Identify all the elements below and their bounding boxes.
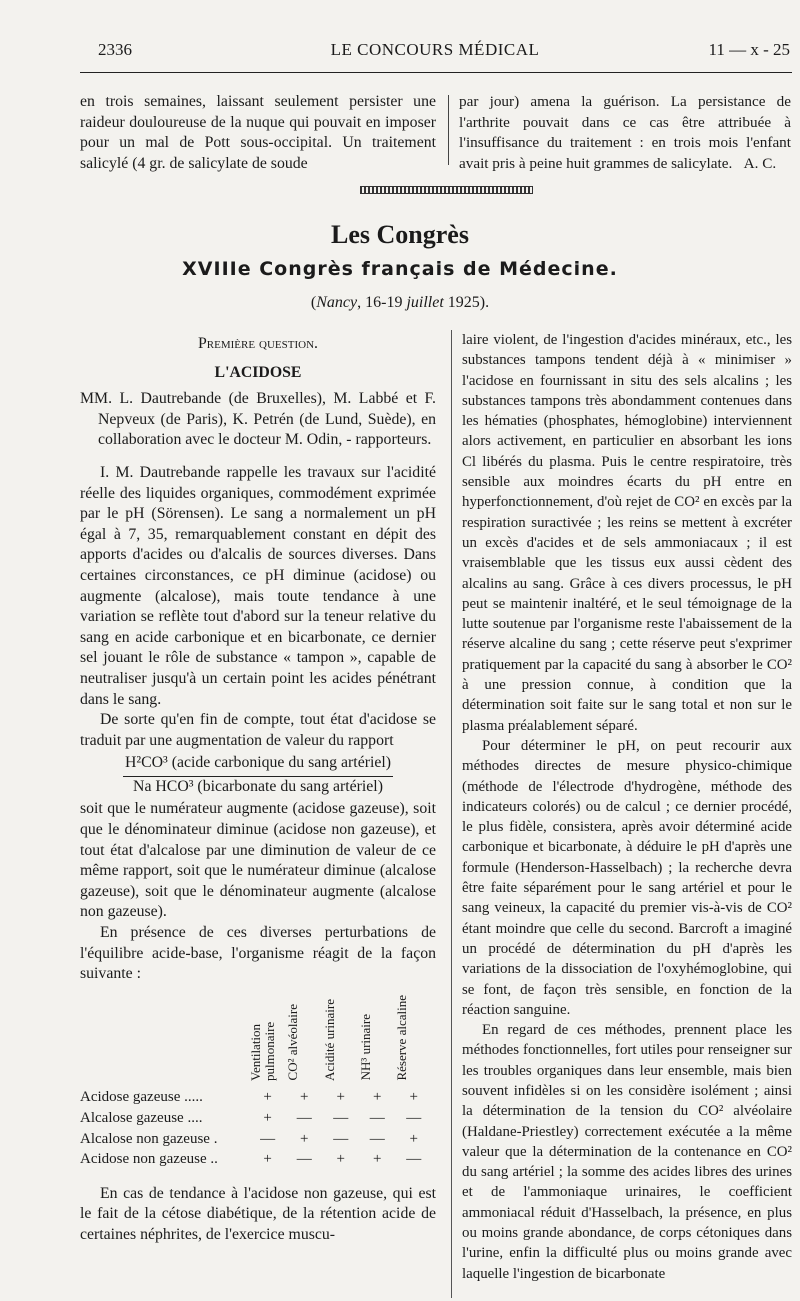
column-header: Acidité urinaire (321, 998, 337, 1081)
author-signature: A. C. (743, 154, 777, 172)
table-row (80, 1149, 432, 1170)
section-ornament (360, 186, 533, 194)
table-cell: + (263, 1110, 272, 1126)
prev-right-text: par jour) amena la guérison. La persistance de l'arthrite pouvait dans ce cas être attribuée à l'insuffisance du traitement : en trois mois l'enfant avait pris à peine huit grammes de salicylate. (459, 93, 791, 172)
paragraph: soit que le numérateur augmente (acidose gazeuse), soit que le dénominateur diminue (acidose non gazeuse), et tout état d'alcalose par une diminution de valeur de ce même rapport, soit que le numérateur diminue (alcalose gazeuse), soit que le dénominateur augmente (alcalose non gazeuse). (80, 800, 436, 921)
table-cell: — (260, 1130, 276, 1147)
paragraph: laire violent, de l'ingestion d'acides minéraux, etc., les substances tampons tendent déjà à « minimiser » l'acidose en fournissant in situ des sels alcalins ; les substances tampons très abondamment contenues dans les hématies (phosphates, hémoglobine) interviennent alors activement, en particulier en absorbant les ions Cl libérés du plasma. Puis le centre respiratoire, très sensible aux moindres écarts du pH entre en hyperfonctionnement, d'où rejet de CO² en excès par la respiration suractivée ; les reins se mettent à excréter un excès d'acides et de sels ammoniacaux ; il est vraisemblable que les tissus eux aussi cèdent des alcalins au sang. Grâce à ces divers processus, le pH peut se maintenir inaltéré, et le seul témoignage de la lutte soutenue par l'organisme reste l'abaissement de la réserve alcaline du sang ; cette réserve peut s'exprimer pratiquement par la capacité du sang à absorber le CO² à une pression connue, à condition que la détermination soit faite sur le sang total et non sur le plasma préalablement séparé. (462, 332, 792, 734)
paragraph: En regard de ces méthodes, prennent place les méthodes fonctionnelles, fort utiles pour renseigner sur les troubles organiques dans leur ensemble, mais bien souvent infidèles si on les considère isolément ; ainsi la détermination de la tension du CO² alvéolaire (Haldane-Priestley) correctement exécutée a la même valeur que la détermination de la contenance en CO² du sang artériel ; la somme des acides libres des urines et de l'ammoniaque urinaires, le coefficient ammoniacal réduit d'Hasselbach, la présence, en plus ou moins grande abondance, de corps cétoniques dans l'urine, enfin la difficulté plus ou moins grande avec laquelle l'ingestion de bicarbonate (462, 1022, 792, 1282)
table-cell: — (296, 1151, 312, 1168)
issue-date: 11 — x - 25 (708, 40, 790, 59)
row-label: Alcalose gazeuse .... (80, 1110, 203, 1126)
page-number: 2336 (98, 40, 132, 59)
place: Nancy (316, 294, 358, 311)
table-cell: + (300, 1130, 309, 1147)
congress-title: XVIIIe Congrès français de Médecine. (182, 258, 618, 280)
section-title: Les Congrès (331, 220, 469, 249)
fraction-denominator: Na HCO³ (bicarbonate du sang artériel) (133, 777, 383, 795)
table-cell: — (333, 1130, 349, 1147)
column-header: CO² alvéolaire (285, 1004, 301, 1081)
congress-place-date: (Nancy, 16-19 juillet 1925). (310, 294, 490, 311)
ratio-fraction (80, 753, 436, 797)
table-cell: — (333, 1110, 349, 1126)
question-heading: Première question. (198, 335, 318, 352)
table-cell: + (409, 1089, 418, 1106)
paragraph: En présence de ces diverses perturbations de l'équilibre acide-base, l'organisme réagit de la façon suivante : (80, 924, 436, 983)
table-cell: + (373, 1089, 382, 1106)
rapporteurs: MM. L. Dautrebande (de Bruxelles), M. Labbé et F. Nepveux (de Paris), K. Petrén (de Lund, Suède), en collaboration avec le docteur M. Odin, - rapporteurs. (80, 390, 436, 449)
table-row (80, 1129, 432, 1150)
paragraph: De sorte qu'en fin de compte, tout état d'acidose se traduit par une augmentation de valeur du rapport (80, 711, 436, 749)
paragraph: En cas de tendance à l'acidose non gazeuse, qui est le fait de la cétose diabétique, de la rétention acide de certaines néphrites, de l'exercice muscu- (80, 1184, 436, 1243)
table-row (80, 1087, 432, 1108)
table-cell: + (263, 1151, 272, 1168)
table-cell: + (336, 1089, 345, 1106)
table-cell: — (296, 1110, 312, 1126)
table-cell: + (263, 1089, 272, 1106)
dates: , 16-19 (357, 294, 407, 311)
table-cell: + (336, 1151, 345, 1168)
table-cell: — (369, 1110, 385, 1126)
table-cell: — (406, 1151, 422, 1168)
paragraph: Pour déterminer le pH, on peut recourir aux méthodes directes de mesure physico-chimique (méthode de l'électrode d'hydrogène, méthode des indicateurs colorés) ou de calcul ; ce dernier procédé, le plus fidèle, consistera, après avoir déterminé acide carbonique et bicarbonate, à déduire le pH d'après une formule (Henderson-Hasselbach) ; la recherche devra être faite séparément pour le sang artériel et pour le sang veineux, la capacité du premier vis-à-vis de CO² étant moindre que celle du second. Barcroft a imaginé un procédé de détermination du pH d'après les variations de la dissociation de l'oxyhémoglobine, qui se font, de façon très sensible, en fonction de la réaction sanguine. (462, 737, 792, 1018)
header-rule (80, 72, 792, 73)
table-cell: + (373, 1151, 382, 1168)
prev-left-text: en trois semaines, laissant seulement persister une raideur douloureuse de la nuque qui pouvait en imposer pour un mal de Pott sous-occipital. Un traitement salicylé (4 gr. de salicylate de soude (80, 93, 436, 172)
column-divider (451, 330, 452, 1298)
row-label: Acidose gazeuse ..... (80, 1089, 203, 1106)
row-label: Alcalose non gazeuse . (80, 1130, 218, 1147)
prev-article-right (459, 92, 791, 174)
journal-title: LE CONCOURS MÉDICAL (330, 40, 540, 59)
left-column (80, 334, 436, 1246)
month: juillet (406, 294, 444, 311)
compensation-table (80, 989, 432, 1170)
table-cell: + (409, 1130, 418, 1147)
column-header: Réserve alcaline (394, 995, 410, 1081)
year: 1925 (443, 294, 480, 311)
column-header: Ventilation pulmonaire (248, 1021, 278, 1081)
running-header (80, 40, 790, 66)
table-cell: — (369, 1130, 385, 1147)
table-header-row (80, 989, 432, 1088)
column-divider-top (448, 95, 449, 165)
paragraph: I. M. Dautrebande rappelle les travaux sur l'acidité réelle des liquides organiques, commodément exprimée par le pH (Sörensen). Le sang a normalement un pH égal à 7, 35, remarquablement constant en dépit des apports d'acides ou d'alcalis de sources diverses. Dans certaines circonstances, ce pH diminue (acidose) ou augmente (alcalose), mais toute tendance à une variation se reflète tout d'abord sur la teneur relative du sang en acide carbonique et en bicarbonate, ce dernier sel jouant le rôle de substance « tampon », capable de neutraliser jusqu'à un certain point les acides pénétrant dans le sang. (80, 463, 436, 708)
topic-heading: L'ACIDOSE (214, 363, 302, 381)
prev-article-left (80, 92, 436, 174)
fraction-numerator: H²CO³ (acide carbonique du sang artériel) (123, 753, 393, 777)
table-row (80, 1108, 432, 1129)
right-column (462, 330, 792, 1284)
row-label: Acidose non gazeuse .. (80, 1151, 218, 1168)
table-cell: + (300, 1089, 309, 1106)
table-cell: — (406, 1110, 422, 1126)
column-header: NH³ urinaire (358, 1014, 373, 1081)
